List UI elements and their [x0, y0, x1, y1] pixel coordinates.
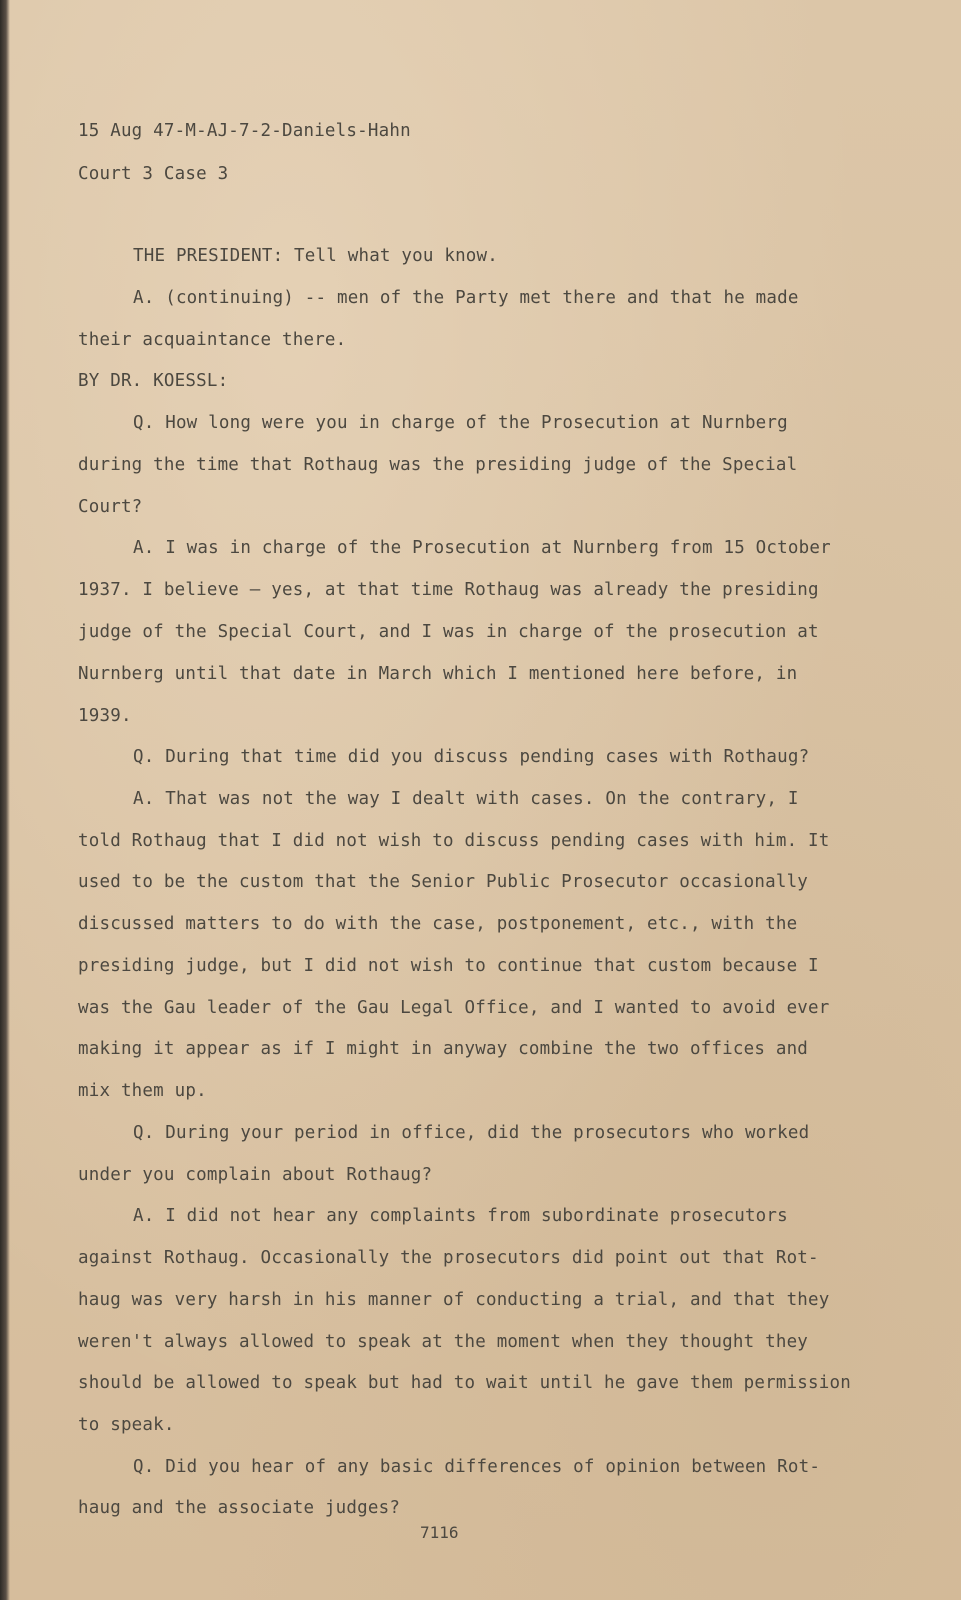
text-line: against Rothaug. Occasionally the prosecutors did point out that Rot- — [78, 1248, 819, 1268]
header-court-case: Court 3 Case 3 — [78, 164, 229, 184]
text-line: presiding judge, but I did not wish to continue that custom because I — [78, 956, 819, 976]
text-line: mix them up. — [78, 1081, 207, 1101]
text-line: weren't always allowed to speak at the moment when they thought they — [78, 1332, 809, 1352]
text-line: Q. During that time did you discuss pending cases with Rothaug? — [133, 747, 810, 767]
text-line: Court? — [78, 497, 143, 517]
text-line: under you complain about Rothaug? — [78, 1165, 433, 1185]
text-line: should be allowed to speak but had to wait until he gave them permission — [78, 1373, 851, 1393]
text-line: A. I was in charge of the Prosecution at Nurnberg from 15 October — [133, 538, 831, 558]
text-line: Q. Did you hear of any basic differences of opinion between Rot- — [133, 1457, 821, 1477]
text-line: 1937. I believe — yes, at that time Rothaug was already the presiding — [78, 580, 819, 600]
text-line: told Rothaug that I did not wish to discuss pending cases with him. It — [78, 831, 830, 851]
page-number: 7116 — [420, 1523, 459, 1542]
text-line: haug was very harsh in his manner of conducting a trial, and that they — [78, 1290, 830, 1310]
text-line: haug and the associate judges? — [78, 1498, 401, 1518]
text-line: Q. During your period in office, did the prosecutors who worked — [133, 1123, 810, 1143]
text-line: A. That was not the way I dealt with cases. On the contrary, I — [133, 789, 799, 809]
text-line: judge of the Special Court, and I was in charge of the prosecution at — [78, 622, 819, 642]
text-line: was the Gau leader of the Gau Legal Office, and I wanted to avoid ever — [78, 998, 830, 1018]
text-line: A. I did not hear any complaints from subordinate prosecutors — [133, 1206, 788, 1226]
text-line: discussed matters to do with the case, postponement, etc., with the — [78, 914, 798, 934]
text-line: during the time that Rothaug was the presiding judge of the Special — [78, 455, 798, 475]
text-line: BY DR. KOESSL: — [78, 371, 229, 391]
text-line: 1939. — [78, 706, 132, 726]
text-line: making it appear as if I might in anyway combine the two offices and — [78, 1039, 809, 1059]
text-line: Q. How long were you in charge of the Prosecution at Nurnberg — [133, 413, 788, 433]
scan-edge-shadow — [0, 0, 10, 1600]
text-line: THE PRESIDENT: Tell what you know. — [133, 246, 499, 266]
text-line: to speak. — [78, 1415, 175, 1435]
header-reference: 15 Aug 47-M-AJ-7-2-Daniels-Hahn — [78, 121, 411, 141]
text-line: their acquaintance there. — [78, 330, 347, 350]
text-line: used to be the custom that the Senior Public Prosecutor occasionally — [78, 872, 809, 892]
text-line: Nurnberg until that date in March which I mentioned here before, in — [78, 664, 798, 684]
text-line: A. (continuing) -- men of the Party met there and that he made — [133, 288, 799, 308]
